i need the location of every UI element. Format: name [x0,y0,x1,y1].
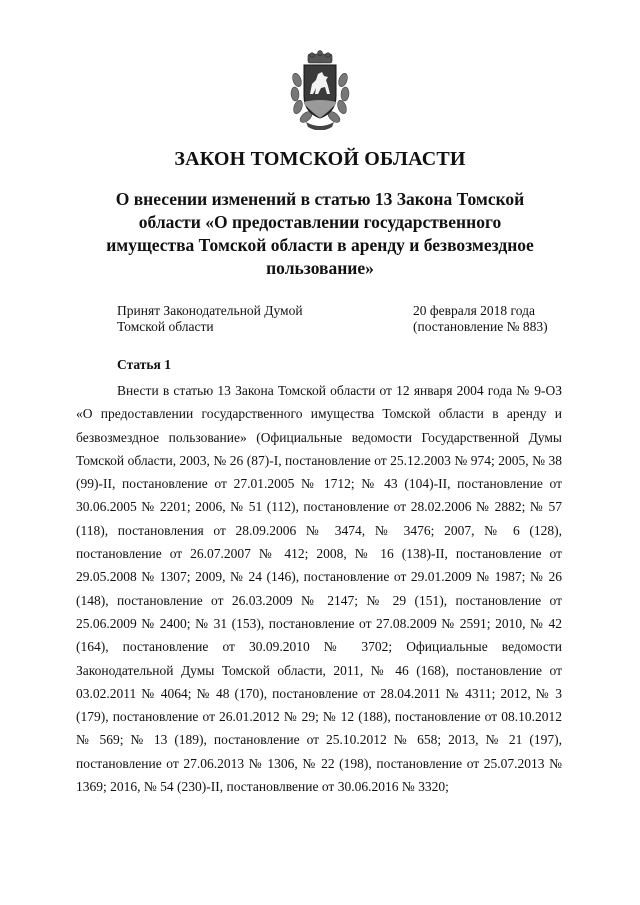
subject-line: О внесении изменений в статью 13 Закона Томской [115,189,525,209]
article-text: Внести в статью 13 Закона Томской области от 12 января 2004 года № 9-ОЗ «О предоставлении государственного имущества Томской области в аренду и безвозмездное пользование» (Официальные ведомости Государственной Думы Томской области, 2003, № 26 (87)-I, постановление от 25.12.2003 № 974; 2005, № 38 (99)-II, постановление от 27.01.2005 № 1712; № 43 (104)-II, постановление от 30.06.2005 № 2201; 2006, № 51 (112), постановление от 28.02.2006 № 2882; № 57 (118), постановления от 28.09.2006 № 3474, № 3476; 2007, № 6 (128), постановление от 26.07.2007 № 412; 2008, № 16 (138)-II, постановление от 29.05.2008 № 1307; 2009, № 24 (146), постановление от 29.01.2009 № 1987; № 26 (148), постановление от 26.03.2009 № 2147; № 29 (151), постановление от 25.06.2009 № 2400; № 31 (153), постановление от 27.08.2009 № 2591; 2010, № 42 (164), постановление от 30.09.2010 № 3702; Официальные ведомости Законодательной Думы Томской области, 2011, № 46 (168), постановление от 03.02.2011 № 4064; № 48 (170), постановление от 28.04.2011 № 4311; 2012, № 3 (179), постановление от 26.01.2012 № 29; № 12 (188), постановление от 08.10.2012 № 569; № 13 (189), постановление от 25.10.2012 № 658; 2013, № 21 (197), постановление от 27.06.2013 № 1306, № 22 (198), постановление от 25.07.2013 № 1369; 2016, № 54 (230)-II, постановлвение от 30.06.2016 № 3320; [76,383,562,795]
adoption-date-line: 20 февраля 2018 года [413,303,535,318]
law-title: ЗАКОН ТОМСКОЙ ОБЛАСТИ [174,148,466,170]
adopted-by-line: Принят Законодательной Думой [117,303,303,318]
law-subject [80,188,560,280]
adoption-date [413,303,548,335]
adopted-by [117,303,303,335]
article-title: Статья 1 [117,357,171,372]
subject-line: имущества Томской области в аренду и безвозмездное [106,235,534,255]
adopted-by-line: Томской области [117,319,214,334]
tomsk-oblast-coat-of-arms-icon [288,50,352,130]
subject-line: области «О предоставлении государственного [138,212,502,232]
subject-line: пользование» [266,258,374,278]
adoption-resolution-line: (постановление № 883) [413,319,548,334]
